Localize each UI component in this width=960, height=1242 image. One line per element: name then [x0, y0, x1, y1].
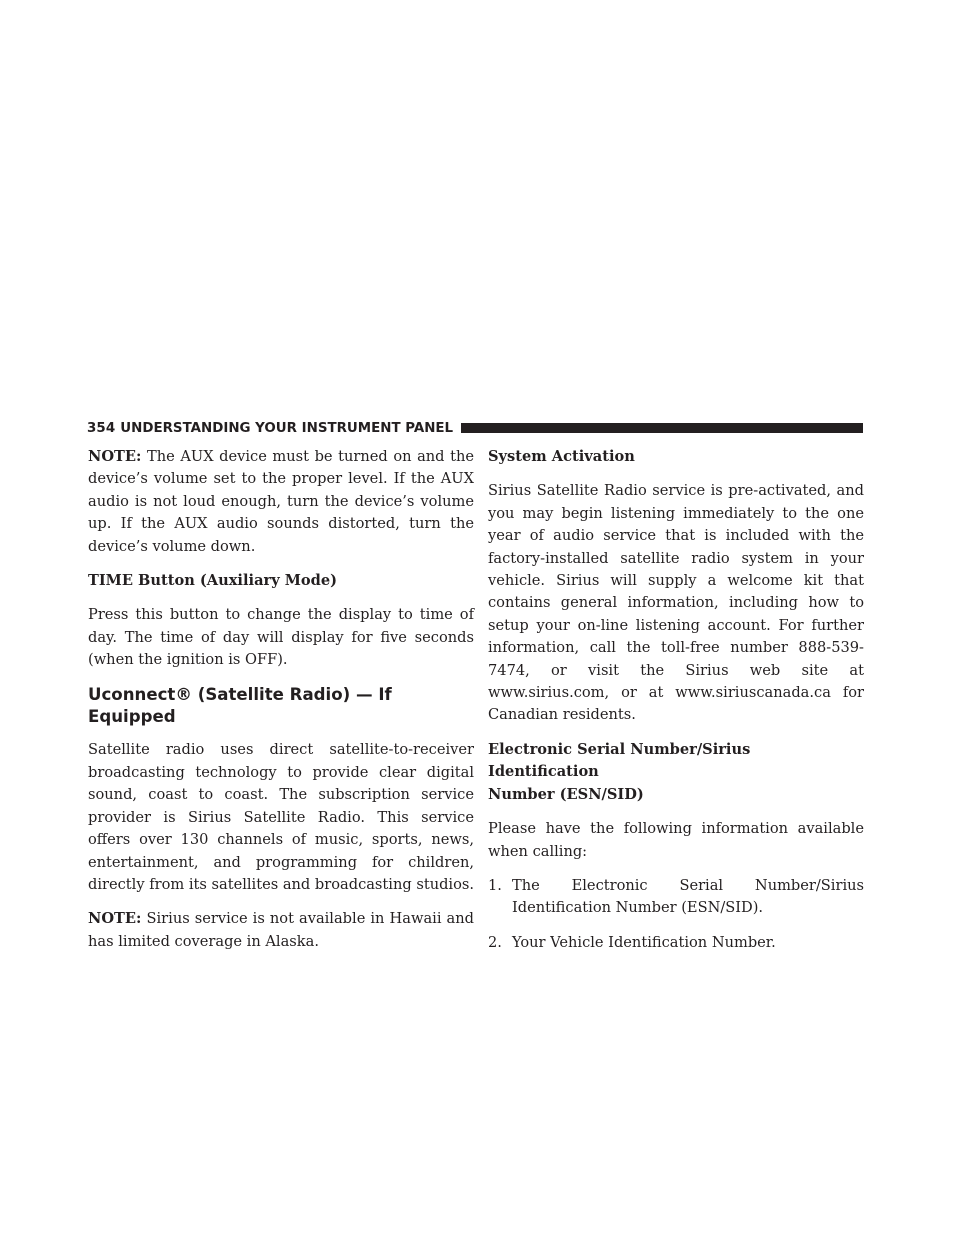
system-activation-paragraph: Sirius Satellite Radio service is pre-activated, and you may begin listening immediately to the one year of audio service that is included with the factory-installed satellite radio system in your vehicle. Sirius will supply a welcome kit that contains general information, including how to setup your on-line listening account. For further information, call the toll-free number 888-539-7474, or visit the Sirius web site at www.sirius.com, or at www.siriuscanada.ca for Canadian residents.	[488, 482, 864, 724]
header-rule	[461, 423, 863, 433]
note-label: NOTE:	[88, 448, 142, 465]
section-title: UNDERSTANDING YOUR INSTRUMENT PANEL	[120, 420, 454, 436]
system-activation-heading: System Activation	[488, 448, 635, 465]
esn-heading	[488, 739, 864, 806]
list-item	[488, 932, 864, 954]
uconnect-paragraph: Satellite radio uses direct satellite-to-receiver broadcasting technology to provide clear digital sound, coast to coast. The subscription service provider is Sirius Satellite Radio. This service offers over 130 channels of music, sports, news, entertainment, and programming for children, directly from its satellites and broadcasting studios.	[88, 741, 475, 893]
time-button-heading: TIME Button (Auxiliary Mode)	[88, 572, 338, 590]
aux-note	[88, 446, 474, 558]
list-text: Your Vehicle Identification Number.	[512, 933, 776, 951]
uconnect-heading: Uconnect® (Satellite Radio) — If Equipped	[88, 684, 392, 727]
list-text: The Electronic Serial Number/Sirius Identification Number (ESN/SID).	[512, 876, 864, 917]
page-number: 354	[87, 420, 116, 436]
note-label: NOTE:	[88, 910, 142, 928]
note-text: Sirius service is not available in Hawaii and has limited coverage in Alaska.	[88, 910, 474, 950]
list-number: 2.	[488, 933, 502, 951]
sirius-note	[88, 908, 474, 953]
esn-heading-line: Electronic Serial Number/Sirius Identification	[488, 740, 751, 781]
page-header	[87, 418, 863, 438]
time-button-paragraph: Press this button to change the display to time of day. The time of day will display for five seconds (when the ignition is OFF).	[88, 606, 474, 669]
esn-heading-line: Number (ESN/SID)	[488, 785, 644, 803]
list-number: 1.	[488, 876, 502, 894]
esn-intro-paragraph: Please have the following information available when calling:	[488, 820, 864, 860]
right-column	[488, 446, 864, 966]
left-column	[88, 446, 474, 965]
list-item	[488, 875, 864, 920]
note-text: The AUX device must be turned on and the device’s volume set to the proper level. If the AUX audio is not loud enough, turn the device’s volume up. If the AUX audio sounds distorted, turn the device’s volume down.	[88, 448, 474, 555]
